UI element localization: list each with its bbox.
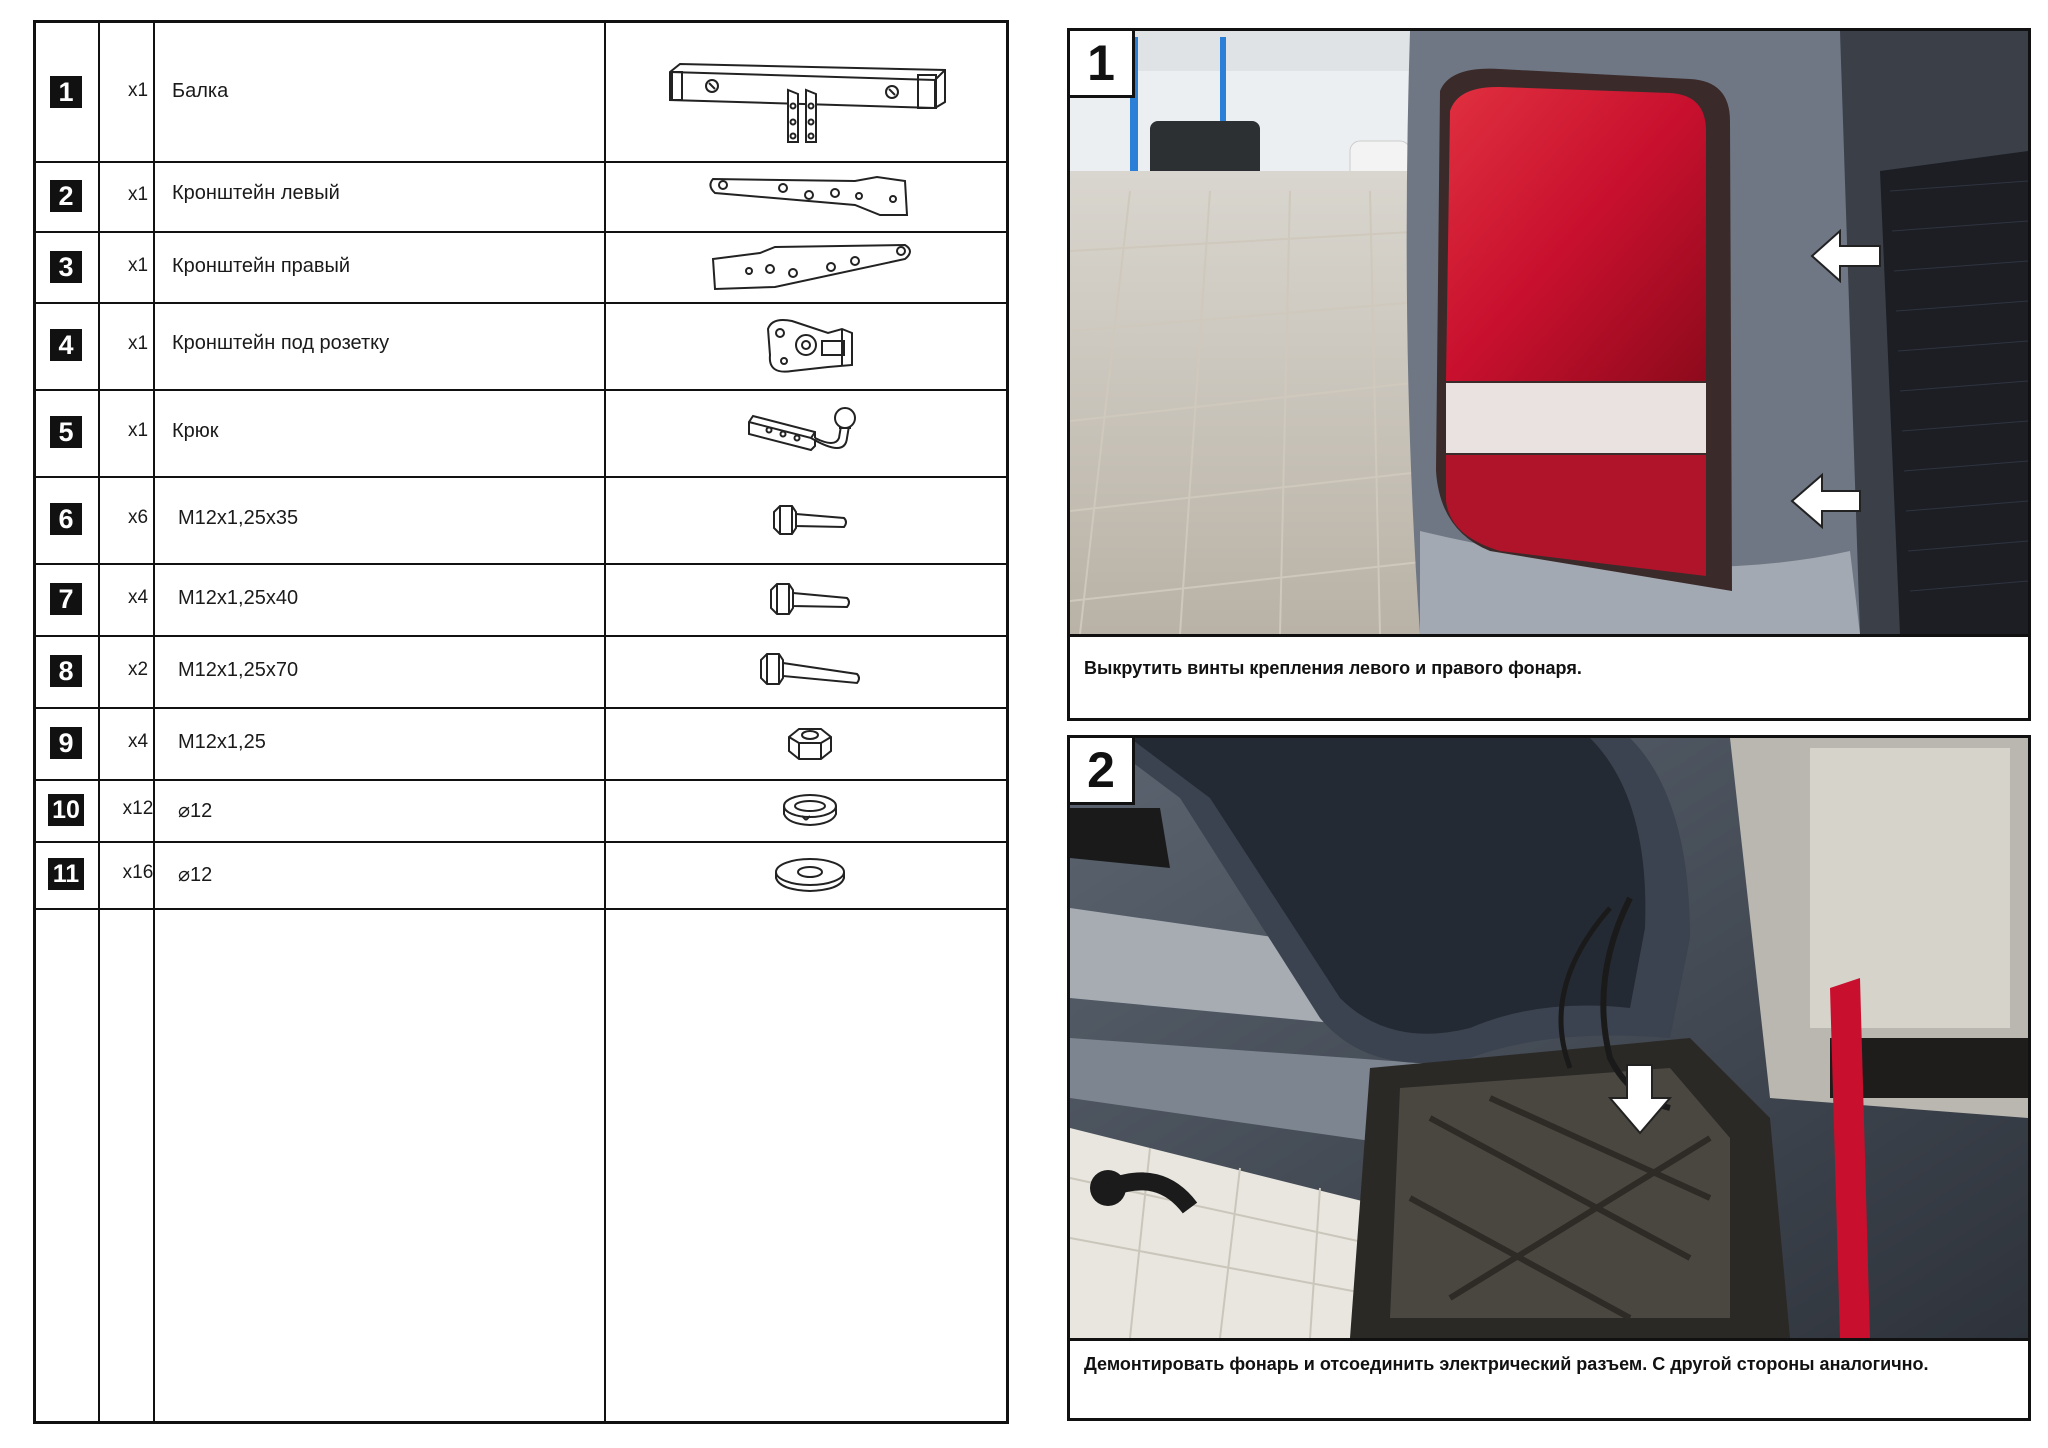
part-qty: x12 [122, 798, 154, 819]
step-1-panel [1067, 28, 2031, 721]
tow-beam-icon [608, 23, 1012, 161]
tow-ball-hook-icon [608, 389, 1012, 476]
part-qty: x4 [127, 587, 149, 608]
hex-nut-icon [608, 707, 1012, 779]
part-number: 3 [50, 251, 82, 283]
part-qty: x1 [127, 184, 149, 205]
parts-table [33, 20, 1009, 1424]
table-row [36, 707, 1006, 779]
part-name: M12x1,25 [178, 731, 266, 753]
taillight-screws-photo [1070, 31, 2028, 637]
table-row [36, 389, 1006, 476]
spring-washer-icon [608, 779, 1012, 841]
part-name: M12x1,25x35 [178, 507, 299, 529]
part-qty: x1 [127, 333, 149, 354]
table-row [36, 231, 1006, 302]
table-row [36, 476, 1006, 563]
part-number: 5 [50, 416, 82, 448]
part-qty: x1 [127, 255, 149, 276]
part-qty: x6 [127, 507, 149, 528]
part-name: M12x1,25x40 [178, 587, 299, 609]
table-row [36, 161, 1006, 231]
part-number: 4 [50, 329, 82, 361]
table-row [36, 841, 1006, 908]
part-name: Балка [172, 80, 229, 102]
table-row [36, 563, 1006, 635]
taillight-connector-photo [1070, 738, 2028, 1341]
part-name: Кронштейн правый [172, 255, 351, 277]
long-bolt-icon [608, 635, 1012, 707]
part-number: 11 [48, 858, 84, 890]
part-name: Кронштейн левый [172, 182, 340, 204]
table-row [36, 779, 1006, 841]
part-name: Кронштейн под розетку [172, 332, 390, 354]
socket-bracket-icon [608, 302, 1012, 389]
step-number: 1 [1070, 31, 1135, 98]
part-qty: x2 [127, 659, 149, 680]
part-name: Крюк [172, 420, 219, 442]
part-name: ⌀12 [178, 864, 213, 886]
part-number: 2 [50, 180, 82, 212]
part-number: 9 [50, 727, 82, 759]
bolt-icon [608, 476, 1012, 563]
right-bracket-icon [608, 231, 1012, 302]
part-qty: x4 [127, 731, 149, 752]
step-2-panel [1067, 735, 2031, 1421]
part-number: 6 [50, 503, 82, 535]
step-1-caption: Выкрутить винты крепления левого и правого фонаря. [1084, 658, 1582, 678]
flat-washer-icon [608, 841, 1012, 908]
part-number: 8 [50, 655, 82, 687]
part-number: 7 [50, 583, 82, 615]
part-number: 10 [48, 794, 84, 826]
part-qty: x1 [127, 420, 149, 441]
part-name: M12x1,25x70 [178, 659, 299, 681]
bolt-icon [608, 563, 1012, 635]
table-row [36, 23, 1006, 161]
table-row [36, 635, 1006, 707]
left-bracket-icon [608, 161, 1012, 231]
step-2-caption: Демонтировать фонарь и отсоединить электрический разъем. С другой стороны аналогично. [1084, 1354, 1929, 1374]
part-name: ⌀12 [178, 800, 213, 822]
table-row [36, 302, 1006, 389]
row-divider [36, 908, 1006, 910]
part-qty: x16 [122, 862, 154, 883]
part-number: 1 [50, 76, 82, 108]
part-qty: x1 [127, 80, 149, 101]
step-number: 2 [1070, 738, 1135, 805]
